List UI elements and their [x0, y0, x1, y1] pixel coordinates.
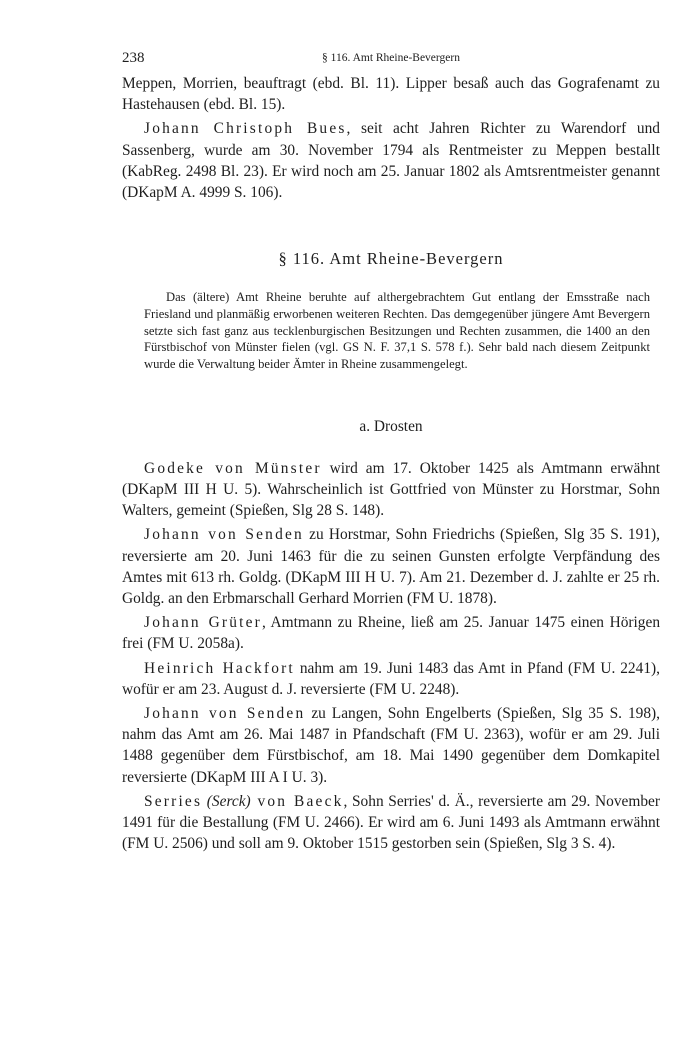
- name-variant: (Serck): [206, 792, 251, 810]
- book-page: [122, 50, 660, 857]
- person-name: Heinrich Hackfort: [144, 659, 295, 677]
- entry-godeke-von-muenster: [122, 458, 660, 522]
- entry-text: zu Horstmar, Sohn Friedrichs (Spießen, Slg 35 S. 191), reversierte am 20. Juni 1463 für die zu seinen Gunsten erfolgte Verpfändung des Amtes mit 613 rh. Goldg. (DKapM III H U. 7). Am 21. Dezember d. J. zahlte er 25 rh. Goldg. an den Erbmarschall Gerhard Morrien (FM U. 1878).: [122, 526, 660, 607]
- person-name: Johann Grüter: [144, 614, 262, 632]
- entry-text: wird am 17. Oktober 1425 als Amtmann erwähnt (DKapM III H U. 5). Wahrscheinlich ist Gottfried von Münster zu Horstmar, Sohn Walters, gemeint (Spießen, Slg 28 S. 148).: [122, 459, 660, 520]
- person-name-tail: von Baeck: [250, 792, 344, 810]
- entry-johann-von-senden-horstmar: [122, 524, 660, 609]
- entry-heinrich-hackfort: [122, 658, 660, 700]
- subsection-heading: a. Drosten: [359, 417, 423, 435]
- person-name: Godeke von Münster: [144, 459, 322, 477]
- person-name: Johann von Senden: [144, 704, 306, 722]
- page-number: 238: [122, 50, 145, 66]
- continued-paragraph: Meppen, Morrien, beauftragt (ebd. Bl. 11). Lipper besaß auch das Gografenamt zu Hastehausen (ebd. Bl. 15).: [122, 75, 660, 114]
- entry-text: zu Langen, Sohn Engelberts (Spießen, Slg 35 S. 198), nahm das Amt am 26. Mai 1487 in Pfandschaft (FM U. 2363), wofür er am 29. Juli 1488 gegenüber dem Fürstbischof, am 18. Mai 1490 gegenüber dem Domkapitel reversierte (DKapM III A I U. 3).: [122, 704, 661, 786]
- entry-serries-von-baeck: [122, 791, 660, 855]
- running-title: § 116. Amt Rheine-Bevergern: [322, 52, 460, 64]
- entry-text: , Sohn Serries' d. Ä., reversierte am 29. November 1491 für die Bestallung (FM U. 2466). Er wird am 6. Juni 1493 als Amtmann erwähnt (FM U. 2506) und soll am 9. Oktober 1515 gestorben sein (Spießen, Slg 3 S. 4).: [122, 792, 660, 853]
- section-intro: [144, 289, 650, 373]
- person-name: Serries: [144, 792, 203, 810]
- entry-johann-von-senden-langen: [122, 703, 660, 788]
- entry-text: , Amtmann zu Rheine, ließ am 25. Januar 1475 einen Hörigen frei (FM U. 2058a).: [122, 614, 661, 653]
- intro-paragraph: Das (ältere) Amt Rheine beruhte auf althergebrachtem Gut entlang der Emsstraße nach Friesland und planmäßig erworbenen weiteren Rechten. Das demgegenüber jüngere Amt Bevergern setzte sich fast ganz aus tecklenburgischen Besitzungen und Rechten zusammen, die 1400 an den Fürstbischof von Münster fielen (vgl. GS N. F. 37,1 S. 578 f.). Sehr bald nach diesem Zeitpunkt wurde die Verwaltung beider Ämter in Rheine zusammengelegt.: [144, 290, 650, 372]
- section-heading: § 116. Amt Rheine-Bevergern: [278, 249, 504, 269]
- person-name: Johann Christoph Bues: [144, 120, 347, 138]
- entry-text: nahm am 19. Juni 1483 das Amt in Pfand (FM U. 2241), wofür er am 23. August d. J. reversierte (FM U. 2248).: [122, 659, 660, 698]
- bues-entry: [122, 118, 660, 203]
- entry-text: , seit acht Jahren Richter zu Warendorf und Sassenberg, wurde am 30. November 1794 als Rentmeister zu Meppen bestallt (KabReg. 2498 Bl. 23). Er wird noch am 25. Januar 1802 als Amtsrentmeister genannt (DKapM A. 4999 S. 106).: [122, 120, 660, 202]
- person-name: Johann von Senden: [144, 526, 304, 544]
- running-header: [122, 50, 660, 70]
- entry-johann-grueter: [122, 612, 660, 654]
